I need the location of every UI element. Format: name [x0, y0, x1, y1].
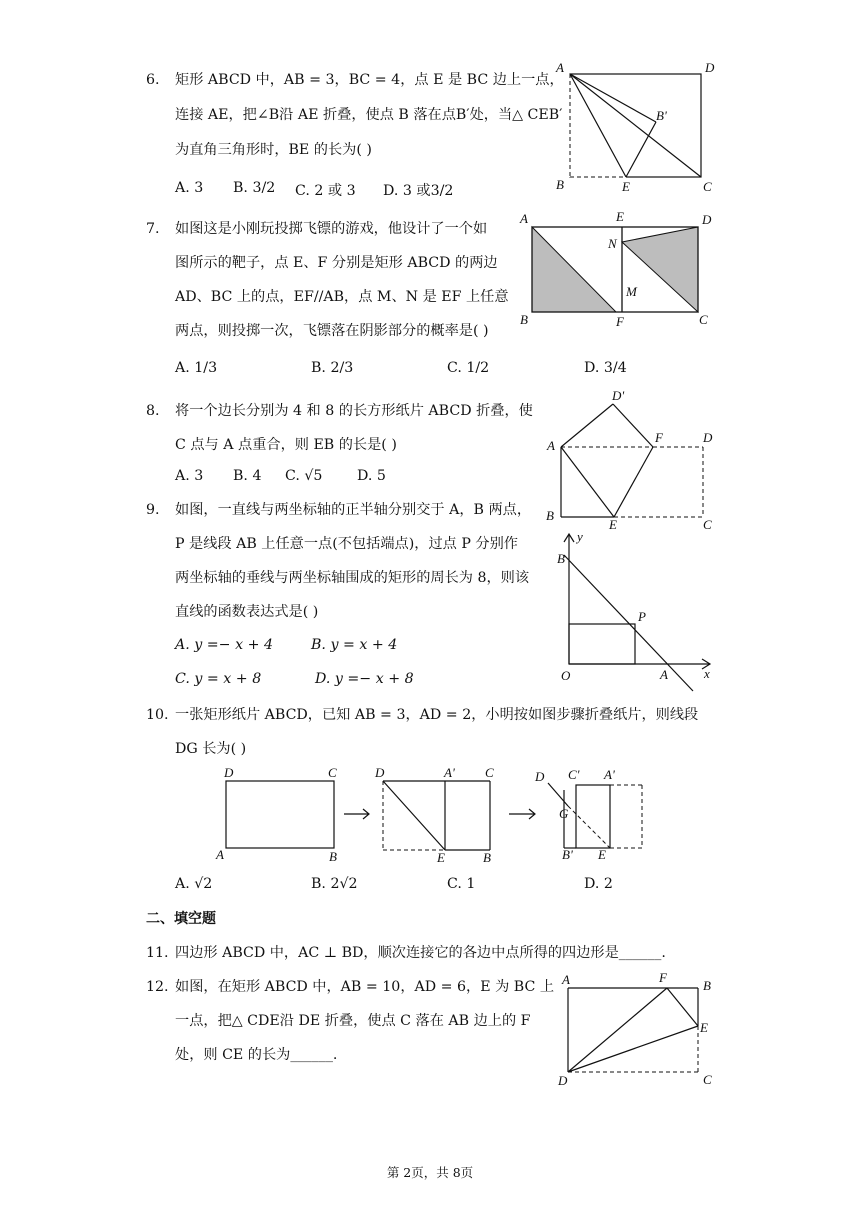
figure-label: C' — [568, 767, 580, 782]
figure-label: C — [485, 765, 494, 780]
figure-label: E — [598, 847, 606, 862]
figure-label: C — [703, 1072, 712, 1087]
page-footer: 第 2页，共 8页 — [386, 1165, 474, 1180]
figure-label: A — [547, 438, 555, 453]
figure-label: D — [535, 769, 545, 784]
question-text-line: 图所示的靶子，点 E、F 分别是矩形 ABCD 的两边 — [175, 255, 498, 271]
question-text-line: 矩形 ABCD 中，AB = 3，BC = 4，点 E 是 BC 边上一点， — [175, 72, 564, 88]
question-number: 9. — [146, 502, 160, 518]
option-c: C. √5 — [285, 468, 323, 484]
option-d: D. y =− x + 8 — [315, 671, 414, 687]
option-b: B. 2√2 — [311, 876, 358, 892]
option-c: C. 1/2 — [447, 360, 490, 376]
figure-label: E — [700, 1020, 708, 1035]
question-text-line: DG 长为( ) — [175, 741, 247, 757]
figure-label: D — [705, 60, 715, 75]
figure-label: D — [703, 430, 713, 445]
figure-label: B — [546, 508, 554, 523]
figure-label: B — [557, 551, 565, 566]
figure-label: B — [703, 978, 711, 993]
figure-label: G — [559, 806, 569, 821]
option-d: D. 3 或3/2 — [383, 183, 454, 199]
question-number: 6. — [146, 72, 160, 88]
option-d: D. 5 — [357, 468, 386, 484]
figure-label: A — [562, 972, 570, 987]
figure-label: A — [520, 211, 528, 226]
figure-label: D — [224, 765, 234, 780]
question-text-line: 连接 AE，把∠B沿 AE 折叠，使点 B 落在点B′处，当△ CEB′ — [175, 107, 563, 123]
figure-label: A — [556, 60, 564, 75]
figure-label: B' — [562, 847, 573, 862]
figure-label: B — [483, 850, 491, 865]
figure-label: B' — [656, 108, 667, 123]
question-text-line: 处，则 CE 的长为______. — [175, 1047, 338, 1063]
question-number: 12. — [146, 979, 169, 995]
question-text-line: 一张矩形纸片 ABCD，已知 AB = 3，AD = 2，小明按如图步骤折叠纸片，则线段 — [175, 707, 699, 723]
option-d: D. 2 — [584, 876, 613, 892]
section-heading: 二、填空题 — [146, 911, 216, 927]
figure-label: D' — [612, 388, 625, 403]
figure-label: N — [608, 236, 617, 251]
question-text-line: 两坐标轴的垂线与两坐标轴围成的矩形的周长为 8，则该 — [175, 570, 530, 586]
figure-label: x — [704, 666, 710, 681]
question-text-line: 如图，一直线与两坐标轴的正半轴分别交于 A，B 两点， — [175, 502, 532, 518]
question-text-line: 直线的函数表达式是( ) — [175, 604, 319, 620]
figure-label: M — [626, 284, 637, 299]
option-c: C. 1 — [447, 876, 476, 892]
figure-label: F — [659, 970, 667, 985]
option-d: D. 3/4 — [584, 360, 627, 376]
option-a: A. √2 — [175, 876, 213, 892]
option-c: C. 2 或 3 — [295, 183, 356, 199]
figure-label: C — [699, 312, 708, 327]
option-b: B. 4 — [233, 468, 262, 484]
figure-q8 — [540, 386, 720, 532]
figure-label: D — [375, 765, 385, 780]
figure-label: y — [577, 529, 583, 544]
figure-label: A' — [444, 765, 455, 780]
figure-label: A — [660, 667, 668, 682]
question-number: 7. — [146, 221, 160, 237]
figure-q9 — [548, 528, 720, 694]
question-text-line: 如图，在矩形 ABCD 中，AB = 10，AD = 6，E 为 BC 上 — [175, 979, 555, 995]
option-a: A. 3 — [175, 180, 204, 196]
figure-label: O — [561, 668, 571, 683]
option-b: B. 2/3 — [311, 360, 354, 376]
figure-q6 — [548, 58, 728, 198]
question-text-line: AD、BC 上的点，EF//AB，点 M、N 是 EF 上任意 — [175, 289, 509, 305]
question-text-line: 一点，把△ CDE沿 DE 折叠，使点 C 落在 AB 边上的 F — [175, 1013, 531, 1029]
option-c: C. y = x + 8 — [175, 671, 262, 687]
figure-label: A — [216, 847, 224, 862]
question-text-line: 四边形 ABCD 中，AC ⊥ BD，顺次连接它的各边中点所得的四边形是______. — [175, 945, 666, 961]
figure-label: E — [616, 209, 624, 224]
question-text-line: P 是线段 AB 上任意一点(不包括端点)，过点 P 分别作 — [175, 536, 518, 552]
question-number: 8. — [146, 403, 160, 419]
question-text-line: 为直角三角形时，BE 的长为( ) — [175, 142, 372, 158]
figure-label: E — [622, 179, 630, 194]
figure-label: P — [638, 609, 646, 624]
question-text-line: 两点，则投掷一次，飞镖落在阴影部分的概率是( ) — [175, 323, 489, 339]
figure-label: B — [520, 312, 528, 327]
figure-label: F — [655, 430, 663, 445]
figure-label: C — [328, 765, 337, 780]
figure-label: D — [558, 1073, 568, 1088]
question-text-line: 如图这是小刚玩投掷飞镖的游戏，他设计了一个如 — [175, 221, 488, 237]
figure-label: C — [703, 517, 712, 532]
figure-label: D — [702, 212, 712, 227]
figure-label: B — [329, 849, 337, 864]
option-a: A. 3 — [175, 468, 204, 484]
option-b: B. 3/2 — [233, 180, 276, 196]
question-text-line: 将一个边长分别为 4 和 8 的长方形纸片 ABCD 折叠，使 — [175, 403, 533, 419]
figure-label: E — [609, 517, 617, 532]
option-a: A. 1/3 — [175, 360, 218, 376]
figure-q12 — [552, 966, 722, 1090]
figure-label: F — [616, 314, 624, 329]
question-number: 10. — [146, 707, 169, 723]
option-b: B. y = x + 4 — [311, 637, 398, 653]
figure-label: A' — [604, 767, 615, 782]
figure-label: E — [437, 850, 445, 865]
option-a: A. y =− x + 4 — [175, 637, 274, 653]
figure-q10 — [212, 762, 662, 866]
question-text-line: C 点与 A 点重合，则 EB 的长是( ) — [175, 437, 397, 453]
figure-label: C — [703, 179, 712, 194]
question-number: 11. — [146, 945, 169, 961]
figure-q7 — [516, 206, 726, 332]
figure-label: B — [556, 177, 564, 192]
